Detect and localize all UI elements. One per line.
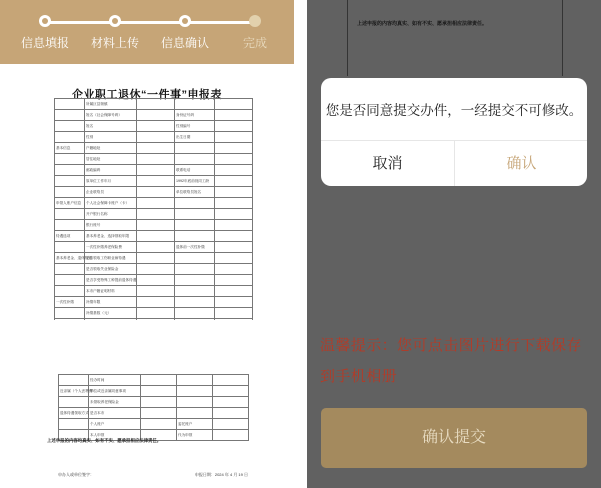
- form-cell: 基本信息: [55, 143, 85, 154]
- form-cell: 性别: [85, 132, 137, 143]
- form-cell: [175, 264, 215, 275]
- form-title: 企业职工退休“一件事”申报表: [72, 89, 222, 101]
- form-row: [55, 121, 253, 132]
- form-cell: [215, 308, 253, 319]
- form-cell: 一次性补缴: [55, 297, 85, 308]
- form-cell: 是否本市: [89, 408, 141, 419]
- form-row: [55, 187, 253, 198]
- form-cell: [215, 231, 253, 242]
- form-cell: 代为申领: [177, 430, 213, 441]
- form-cell: 近亲属（个人丧葬费）: [59, 386, 89, 397]
- form-cell: [215, 297, 253, 308]
- form-cell: 退休待遇领取方式: [59, 408, 89, 419]
- step-connector: [45, 21, 255, 24]
- form-cell: [175, 297, 215, 308]
- form-cell: 1992年底前视同工龄: [175, 176, 215, 187]
- form-row: [59, 386, 249, 397]
- form-cell: [215, 143, 253, 154]
- form-cell: 补缴年限: [85, 297, 137, 308]
- form-cell: [175, 220, 215, 231]
- form-cell: 个人账户: [89, 419, 141, 430]
- confirm-dialog: [321, 78, 587, 186]
- form-row: [55, 198, 253, 209]
- step-dot-2: [109, 15, 121, 27]
- form-cell: [175, 154, 215, 165]
- form-cell: [215, 198, 253, 209]
- form-cell: 一次性补缴养老保险费: [85, 242, 137, 253]
- form-cell: [175, 99, 215, 110]
- form-cell: 所属区县街镇: [85, 99, 137, 110]
- form-cell: [137, 187, 175, 198]
- form-cell: [177, 386, 213, 397]
- form-row: [55, 154, 253, 165]
- form-cell: [175, 209, 215, 220]
- form-cell: [215, 187, 253, 198]
- form-cell: [175, 231, 215, 242]
- form-cell: [137, 198, 175, 209]
- progress-steps: [0, 0, 294, 64]
- step-dot-3: [179, 15, 191, 27]
- form-row: [59, 397, 249, 408]
- form-cell: [175, 198, 215, 209]
- form-cell: 开户银行名称: [85, 209, 137, 220]
- left-screen: [0, 0, 294, 488]
- form-cell: 经办时间: [89, 375, 141, 386]
- form-cell: [141, 408, 177, 419]
- page-gap: [0, 320, 294, 372]
- form-cell: 邮政编码: [85, 165, 137, 176]
- form-cell: 待遇选项: [55, 231, 85, 242]
- form-cell: [215, 121, 253, 132]
- form-row: [59, 419, 249, 430]
- form-cell: 联系电话: [175, 165, 215, 176]
- form-row: [55, 308, 253, 319]
- form-cell: [55, 165, 85, 176]
- form-cell: [215, 264, 253, 275]
- form-cell: 申领人账户信息: [55, 198, 85, 209]
- dialog-message: 您是否同意提交办件，一经提交不可修改。: [325, 103, 583, 118]
- form-signature-row: [58, 472, 248, 478]
- form-cell: [213, 408, 249, 419]
- form-cell: [215, 99, 253, 110]
- form-cell: 性别编号: [175, 121, 215, 132]
- form-cell: 补缴基数（元）: [85, 308, 137, 319]
- form-cell: [137, 110, 175, 121]
- form-cell: [215, 110, 253, 121]
- form-cell: [141, 375, 177, 386]
- form-cell: 户籍地址: [85, 143, 137, 154]
- form-row: [55, 253, 253, 264]
- form-table-bottom: [58, 374, 249, 441]
- form-cell: [137, 143, 175, 154]
- form-cell: 个人社会保障卡账户（卡）: [85, 198, 137, 209]
- confirm-submit-button[interactable]: 确认提交: [321, 408, 587, 468]
- form-cell: [215, 132, 253, 143]
- form-cell: [59, 397, 89, 408]
- form-declaration: 上述申报的内容均真实、如有不实、愿承担相应法律责任。: [47, 438, 162, 443]
- form-cell: 是否享受特殊工种提前退休待遇: [85, 275, 137, 286]
- form-cell: [137, 99, 175, 110]
- form-cell: [59, 419, 89, 430]
- form-cell: [213, 419, 249, 430]
- form-cell: 姓名: [85, 121, 137, 132]
- form-cell: [137, 132, 175, 143]
- form-cell: [137, 286, 175, 297]
- form-cell: [175, 143, 215, 154]
- form-cell: [55, 187, 85, 198]
- form-cell: 单位或近亲属同意事项: [89, 386, 141, 397]
- form-cell: [215, 209, 253, 220]
- confirm-button[interactable]: 确认: [506, 155, 537, 172]
- form-cell: 退休前一次性补缴: [175, 242, 215, 253]
- download-tip: 温馨提示：您可点击图片进行下载保存到手机相册: [320, 337, 582, 385]
- form-cell: [215, 176, 253, 187]
- date-label: 申报日期：2024 年 4 月 19 日: [194, 472, 248, 477]
- form-cell: [55, 308, 85, 319]
- form-cell: 是否领取失业保险金: [85, 264, 137, 275]
- form-cell: [177, 375, 213, 386]
- form-cell: 基本养老金、选择领取年限: [85, 231, 137, 242]
- form-cell: [141, 419, 177, 430]
- form-cell: 本市户籍证明材料: [85, 286, 137, 297]
- form-cell: [215, 165, 253, 176]
- form-cell: [137, 308, 175, 319]
- form-cell: 企业联络员: [85, 187, 137, 198]
- form-row: [55, 242, 253, 253]
- form-cell: 出生日期: [175, 132, 215, 143]
- form-cell: 委托账户: [177, 419, 213, 430]
- cancel-button[interactable]: 取消: [372, 155, 403, 172]
- form-cell: [137, 231, 175, 242]
- application-form-image[interactable]: [0, 64, 294, 488]
- form-cell: [55, 110, 85, 121]
- form-cell: [55, 121, 85, 132]
- form-cell: [55, 132, 85, 143]
- form-row: [55, 143, 253, 154]
- form-cell: 银行账号: [85, 220, 137, 231]
- form-cell: [55, 286, 85, 297]
- form-cell: 居住地址: [85, 154, 137, 165]
- form-row: [55, 231, 253, 242]
- form-cell: [141, 397, 177, 408]
- form-cell: [137, 154, 175, 165]
- form-cell: 未领取养老保险金: [89, 397, 141, 408]
- form-cell: [213, 397, 249, 408]
- form-table-top: [54, 98, 253, 341]
- form-row: [55, 209, 253, 220]
- signer-label: 申办人或单位签字：: [58, 472, 94, 477]
- form-cell: [215, 220, 253, 231]
- step-label: 材料上传: [90, 36, 140, 50]
- form-cell: [215, 286, 253, 297]
- form-row: [59, 375, 249, 386]
- form-cell: [137, 297, 175, 308]
- form-row: [59, 408, 249, 419]
- form-row: [55, 220, 253, 231]
- form-cell: [137, 121, 175, 132]
- form-cell: 是否领取工伤职业病待遇: [85, 253, 137, 264]
- form-cell: [137, 275, 175, 286]
- form-cell: [137, 176, 175, 187]
- form-cell: [137, 264, 175, 275]
- form-cell: [137, 253, 175, 264]
- form-cell: [137, 165, 175, 176]
- form-row: [55, 99, 253, 110]
- form-row: [55, 275, 253, 286]
- form-cell: [59, 375, 89, 386]
- form-cell: [215, 253, 253, 264]
- form-cell: 本人申领: [89, 430, 141, 441]
- form-cell: [55, 209, 85, 220]
- step-dot-4: [249, 15, 261, 27]
- form-cell: [55, 264, 85, 275]
- form-cell: [213, 375, 249, 386]
- form-cell: [55, 154, 85, 165]
- form-cell: 身份证号码: [175, 110, 215, 121]
- form-cell: [55, 242, 85, 253]
- form-cell: [55, 220, 85, 231]
- form-row: [55, 297, 253, 308]
- form-row: [55, 132, 253, 143]
- form-cell: [177, 397, 213, 408]
- form-cell: [141, 386, 177, 397]
- step-label: 信息填报: [20, 36, 70, 50]
- form-cell: [213, 386, 249, 397]
- form-row: [55, 110, 253, 121]
- form-cell: [55, 99, 85, 110]
- form-row: [55, 165, 253, 176]
- form-cell: [55, 275, 85, 286]
- step-dot-1: [39, 15, 51, 27]
- form-cell: [215, 242, 253, 253]
- form-cell: 姓名（社会保障号码）: [85, 110, 137, 121]
- form-row: [55, 264, 253, 275]
- form-cell: [137, 209, 175, 220]
- step-label: 完成: [242, 36, 268, 50]
- form-row: [55, 286, 253, 297]
- form-cell: [137, 220, 175, 231]
- form-cell: 原单位工作年月: [85, 176, 137, 187]
- form-cell: [215, 154, 253, 165]
- form-cell: [175, 286, 215, 297]
- form-cell: [175, 275, 215, 286]
- form-cell: [215, 275, 253, 286]
- step-label: 信息确认: [160, 36, 210, 50]
- form-cell: [175, 253, 215, 264]
- form-row: [55, 176, 253, 187]
- form-cell: [175, 308, 215, 319]
- form-cell: 基本养老金、退休待遇: [55, 253, 85, 264]
- form-cell: [177, 408, 213, 419]
- right-screen: [307, 0, 601, 488]
- form-cell: [55, 176, 85, 187]
- form-cell: 单位联络员姓名: [175, 187, 215, 198]
- form-cell: [137, 242, 175, 253]
